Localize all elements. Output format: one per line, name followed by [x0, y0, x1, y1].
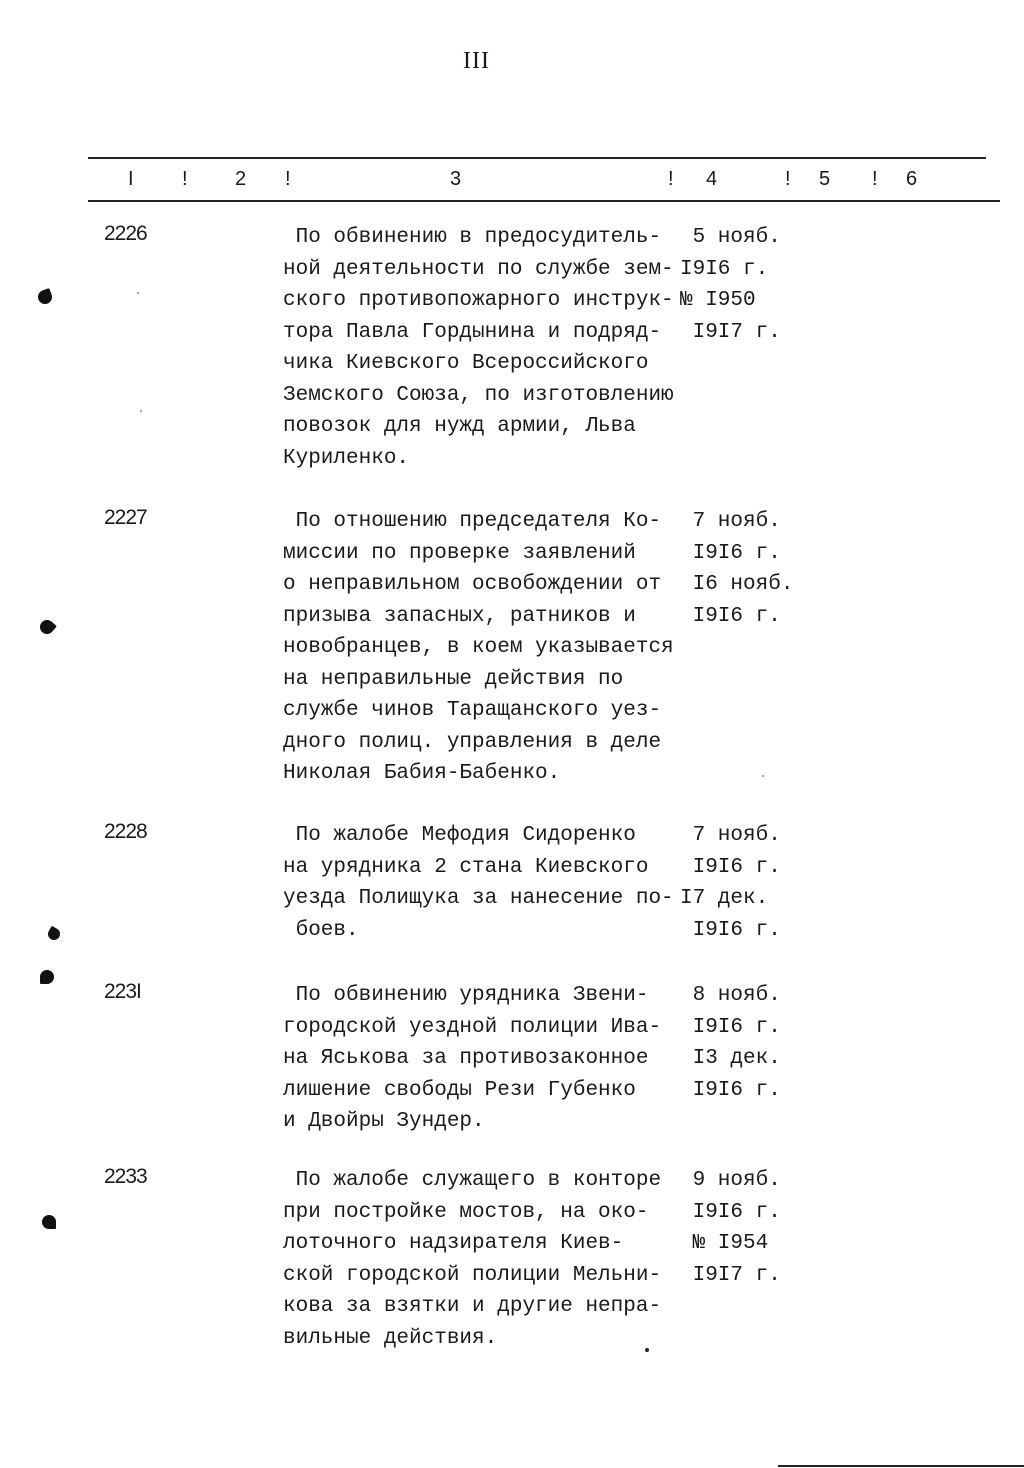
- binding-hole-mark-icon: [37, 617, 57, 637]
- record-dates: [680, 222, 790, 348]
- column-separator: !: [182, 168, 188, 190]
- description-line: миссии по проверке заявлений: [283, 541, 636, 565]
- record-dates: [680, 506, 794, 632]
- description-line: уезда Полищука за нанесение по-: [283, 887, 674, 910]
- scan-speck: [137, 292, 139, 294]
- record-description: [283, 222, 683, 474]
- date-line: 7 нояб.: [680, 510, 781, 533]
- description-line: По отношению председателя Ко-: [283, 510, 662, 533]
- binding-hole-mark-icon: [36, 288, 54, 306]
- description-line: ского противопожарного инструк-: [283, 289, 674, 312]
- description-line: боев.: [283, 918, 359, 942]
- description-line: лишение свободы Рези Губенко: [283, 1078, 636, 1102]
- column-separator: !: [285, 168, 291, 190]
- record-number: 223I: [104, 980, 141, 1003]
- description-line: вильные действия.: [283, 1326, 498, 1350]
- description-line: По жалобе служащего в конторе: [283, 1169, 662, 1192]
- date-line: I9I6 г.: [680, 604, 781, 628]
- description-line: По обвинению в предосудитель-: [283, 226, 662, 249]
- column-header-6: 6: [906, 168, 918, 190]
- column-header-4: 4: [706, 168, 718, 190]
- date-line: I7 дек.: [680, 887, 769, 910]
- column-separator: !: [872, 168, 878, 190]
- date-line: I9I6 г.: [680, 855, 781, 879]
- date-line: I6 нояб.: [680, 573, 794, 596]
- binding-hole-mark-icon: [40, 970, 54, 984]
- description-line: городской уездной полиции Ива-: [283, 1015, 662, 1039]
- date-line: 5 нояб.: [680, 226, 781, 249]
- description-line: тора Павла Гордынина и подряд-: [283, 320, 662, 344]
- page-number: III: [463, 48, 490, 74]
- record-number: 2228: [104, 820, 147, 843]
- description-line: чика Киевского Всероссийского: [283, 352, 649, 375]
- record-number: 2233: [104, 1165, 147, 1188]
- column-header-5: 5: [819, 168, 831, 190]
- description-line: Николая Бабия-Бабенко.: [283, 762, 561, 785]
- date-line: I9I7 г.: [680, 320, 781, 344]
- date-line: I9I7 г.: [680, 1263, 781, 1287]
- description-line: о неправильном освобождении от: [283, 573, 662, 596]
- record-description: [283, 1165, 683, 1354]
- footer-rule: [778, 1465, 1024, 1467]
- date-line: 7 нояб.: [680, 824, 781, 847]
- description-line: По обвинению урядника Звени-: [283, 984, 649, 1007]
- description-line: на неправильные действия по: [283, 667, 624, 691]
- date-line: I3 дек.: [680, 1047, 781, 1070]
- description-line: на урядника 2 стана Киевского: [283, 855, 649, 879]
- record-description: [283, 820, 683, 946]
- date-line: I9I6 г.: [680, 1078, 781, 1102]
- description-line: новобранцев, в коем указывается: [283, 636, 674, 659]
- record-number: 2226: [104, 222, 147, 245]
- description-line: повозок для нужд армии, Льва: [283, 415, 636, 438]
- date-line: № I950: [680, 289, 756, 312]
- record-dates: [680, 820, 790, 946]
- scan-speck: [140, 410, 142, 412]
- column-header-3: 3: [450, 168, 462, 190]
- column-separator: !: [668, 168, 674, 190]
- date-line: № I954: [680, 1232, 769, 1255]
- date-line: I9I6 г.: [680, 257, 769, 281]
- description-line: Земского Союза, по изготовлению: [283, 383, 674, 407]
- description-line: на Яськова за противозаконное: [283, 1047, 649, 1070]
- binding-hole-mark-icon: [42, 1215, 56, 1229]
- description-line: ной деятельности по службе зем-: [283, 257, 674, 281]
- scan-speck: [645, 1348, 649, 1352]
- description-line: Куриленко.: [283, 446, 410, 470]
- record-description: [283, 506, 683, 790]
- table-header-top-rule: [88, 157, 986, 159]
- record-dates: [680, 1165, 790, 1291]
- description-line: при постройке мостов, на око-: [283, 1200, 649, 1224]
- column-header-1: I: [128, 168, 134, 190]
- date-line: I9I6 г.: [680, 541, 781, 565]
- scan-speck: [762, 775, 764, 777]
- record-number: 2227: [104, 506, 147, 529]
- description-line: дного полиц. управления в деле: [283, 730, 662, 754]
- date-line: I9I6 г.: [680, 1200, 781, 1224]
- binding-hole-mark-icon: [46, 926, 62, 942]
- column-separator: !: [785, 168, 791, 190]
- date-line: I9I6 г.: [680, 1015, 781, 1039]
- description-line: лоточного надзирателя Киев-: [283, 1232, 624, 1255]
- description-line: службе чинов Таращанского уез-: [283, 699, 662, 722]
- date-line: 8 нояб.: [680, 984, 781, 1007]
- description-line: и Двойры Зундер.: [283, 1110, 485, 1133]
- record-description: [283, 980, 683, 1138]
- description-line: призыва запасных, ратников и: [283, 604, 636, 628]
- description-line: ской городской полиции Мельни-: [283, 1263, 662, 1287]
- date-line: 9 нояб.: [680, 1169, 781, 1192]
- description-line: По жалобе Мефодия Сидоренко: [283, 824, 636, 847]
- description-line: кова за взятки и другие непра-: [283, 1295, 662, 1318]
- column-header-2: 2: [235, 168, 247, 190]
- date-line: I9I6 г.: [680, 918, 781, 942]
- table-header-bottom-rule: [88, 200, 1000, 202]
- record-dates: [680, 980, 790, 1106]
